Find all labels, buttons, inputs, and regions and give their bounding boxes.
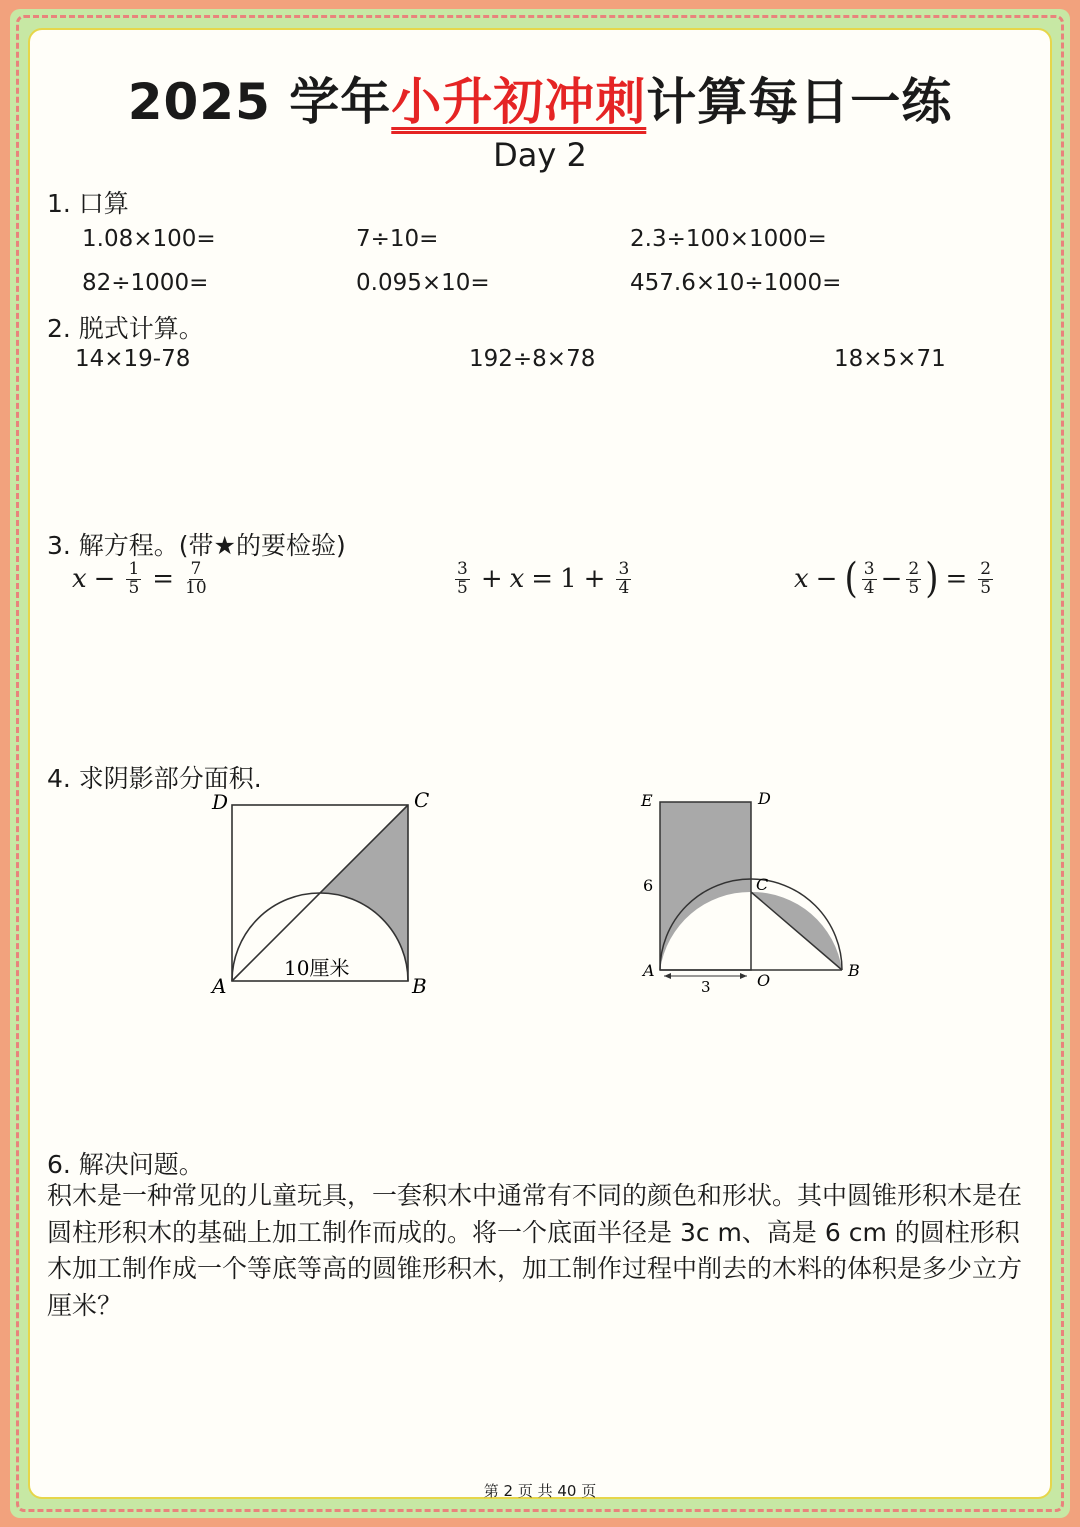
q6-heading: 6. 解决问题。 <box>47 1150 204 1179</box>
label-three: 3 <box>701 978 711 996</box>
q2-item: 18×5×71 <box>834 346 946 372</box>
label-c: C <box>414 788 430 812</box>
title-highlight: 小升初冲刺 <box>391 73 647 131</box>
label-e: E <box>641 791 653 810</box>
length-label: 10厘米 <box>284 956 350 980</box>
q1-item: 1.08×100= <box>82 226 216 252</box>
label-b: B <box>848 961 860 980</box>
label-d: D <box>212 790 229 814</box>
equation-3: x − ( $\frac{3}{4}$ − $\frac{2}{5}$ ) = $\frac{2}{5}$ <box>794 555 992 604</box>
q1-item: 457.6×10÷1000= <box>630 270 842 296</box>
label-b: B <box>412 974 427 998</box>
shaded-left <box>660 802 751 970</box>
label-six: 6 <box>643 876 654 895</box>
q2-heading: 2. 脱式计算。 <box>47 314 204 343</box>
label-d: D <box>758 789 771 808</box>
figure-square-semicircle <box>200 785 440 1000</box>
equation-1: x − $\frac{1}{5}$ = $\frac{7}{10}$ <box>72 559 207 598</box>
q6-problem-text: 积木是一种常见的儿童玩具，一套积木中通常有不同的颜色和形状。其中圆锥形积木是在圆柱形积木的基础上加工制作而成的。将一个底面半径是 3c m、高是 6 cm 的圆柱形积木加工制作成一个等底等高的圆锥形积木，加工制作过程中削去的木料的体积是多少立方厘米？ <box>47 1181 1023 1320</box>
day-label: Day 2 <box>493 136 587 174</box>
label-a: A <box>643 961 655 980</box>
figure-rectangle-arcs <box>630 782 870 1000</box>
equation-2: $\frac{3}{5}$ + x = 1 + $\frac{3}{4}$ <box>457 559 630 598</box>
q2-item: 192÷8×78 <box>469 346 596 372</box>
label-a: A <box>212 974 227 998</box>
label-c: C <box>756 875 769 894</box>
q4-heading: 4. 求阴影部分面积. <box>47 764 262 793</box>
q1-item: 2.3÷100×1000= <box>630 226 827 252</box>
q2-item: 14×19-78 <box>75 346 191 372</box>
q1-heading: 1. 口算 <box>47 189 129 218</box>
q3-heading: 3. 解方程。(带★的要检验) <box>47 531 346 560</box>
q1-item: 0.095×10= <box>356 270 490 296</box>
q1-item: 7÷10= <box>356 226 439 252</box>
page-footer: 第 2 页 共 40 页 <box>483 1482 597 1500</box>
shaded-region <box>320 805 408 981</box>
page-title: 2025 学年小升初冲刺计算每日一练 <box>127 73 953 131</box>
label-o: O <box>757 971 771 990</box>
q1-item: 82÷1000= <box>82 270 209 296</box>
